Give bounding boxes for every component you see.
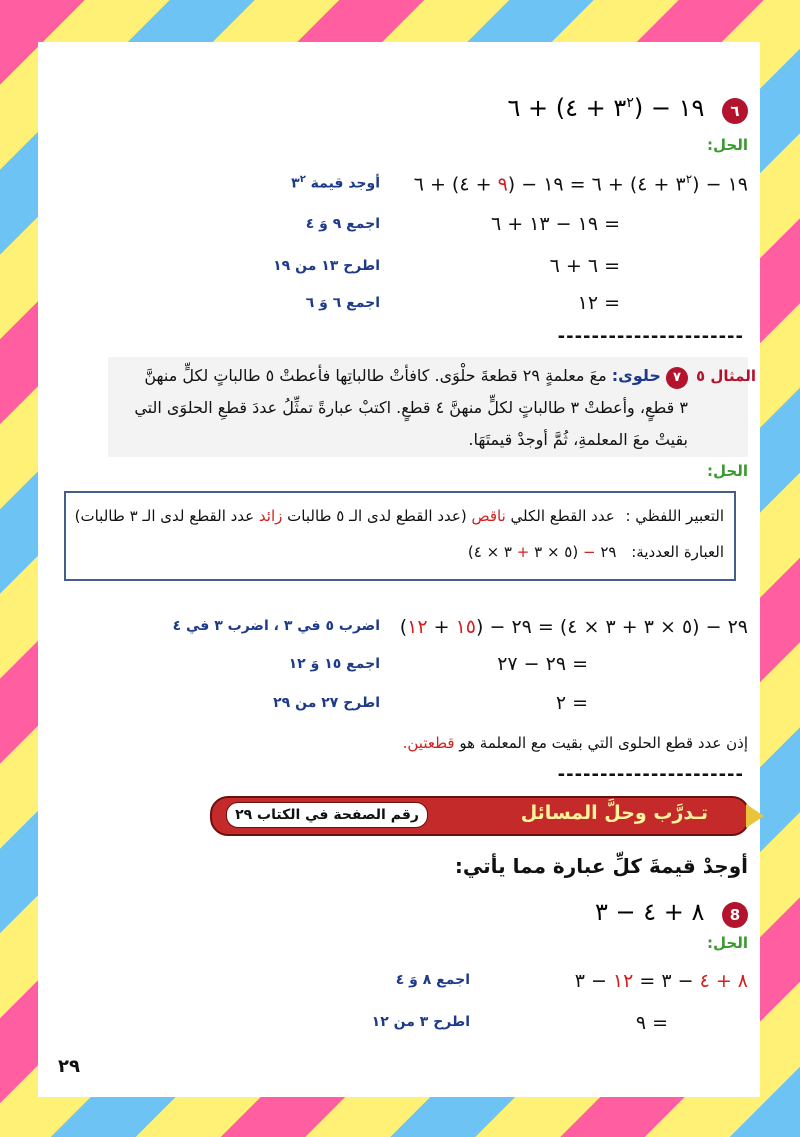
numeric-part-2: (٥ × ٣ xyxy=(534,543,579,561)
example-5-line-3: بقيتْ معَ المعلمةِ، ثُمَّ أوجدْ قيمتَهَا. xyxy=(468,430,688,449)
p8-step-1-math: ٨ + ٤ − ٣ = ١٢ − ٣ xyxy=(574,970,748,992)
example-5-line-1 xyxy=(144,360,688,392)
divider-1: ---------------------- xyxy=(557,326,744,347)
numeric-part-1: ٢٩ xyxy=(600,543,617,561)
problem-6-expression: ١٩ − ($٣^٢$ + ٤) + ٦ xyxy=(507,94,705,122)
p6-step-3-math: = ٦ + ٦ xyxy=(549,255,620,277)
divider-2: ---------------------- xyxy=(557,764,744,785)
example-5-label: المثال ٥ xyxy=(696,367,756,385)
problem-8-badge: 8 xyxy=(722,902,748,928)
p6-step-1-math: ١٩ − ($٣^٢$ + ٤) + ٦ = ١٩ − (٩ + ٤) + ٦ xyxy=(413,172,748,196)
p6-step-2-math: = ١٩ − ١٣ + ٦ xyxy=(490,213,620,235)
problem-8-solution-label: الحل: xyxy=(707,934,748,952)
verbal-part-3: عدد القطع لدى الـ ٣ طالبات) xyxy=(74,507,255,525)
ex-step-2-note: اجمع ١٥ وَ ١٢ xyxy=(288,656,380,672)
conclusion-text: إذن عدد قطع الحلوى التي بقيت مع المعلمة هو xyxy=(459,734,748,752)
numeric-plus: + xyxy=(516,543,530,561)
example-5-badge: ٧ xyxy=(666,367,688,389)
instruction: أوجدْ قيمةَ كلِّ عبارة مما يأتي: xyxy=(454,854,748,878)
practice-banner-page-ref: رقم الصفحة في الكتاب ٢٩ xyxy=(226,802,428,828)
page-number: ٢٩ xyxy=(58,1056,80,1077)
numeric-label: العبارة العددية: xyxy=(631,543,724,561)
verbal-expression xyxy=(75,507,724,525)
verbal-plus: زائد xyxy=(258,507,283,525)
problem-6-badge: ٦ xyxy=(722,98,748,124)
example-5-topic: حلوى: xyxy=(611,366,661,385)
ex-step-1-math: ٢٩ − (٥ × ٣ + ٣ × ٤) = ٢٩ − (١٥ + ١٢) xyxy=(399,616,748,638)
p6-step-4-math: = ١٢ xyxy=(577,292,620,314)
p8-step-1-note: اجمع ٨ وَ ٤ xyxy=(395,972,470,988)
p6-step-4-note: اجمع ٦ وَ ٦ xyxy=(305,295,380,311)
problem-6-solution-label: الحل: xyxy=(707,136,748,154)
example-5-solution-label: الحل: xyxy=(707,462,748,480)
p6-step-3-note: اطرح ١٣ من ١٩ xyxy=(273,258,380,274)
verbal-part-2: (عدد القطع لدى الـ ٥ طالبات xyxy=(287,507,467,525)
verbal-part-1: عدد القطع الكلي xyxy=(510,507,615,525)
numeric-expression xyxy=(468,543,724,561)
conclusion-answer: قطعتين. xyxy=(402,734,455,752)
example-5-text-1: معَ معلمةٍ ٢٩ قطعةَ حلْوَى. كافأتْ طالباتِها فأعطتْ ٥ طالباتٍ لكلٍّ منهنَّ xyxy=(144,366,607,385)
practice-banner xyxy=(210,796,750,836)
ex-step-1-note: اضرب ٥ في ٣ ، اضرب ٣ في ٤ xyxy=(172,618,380,634)
ex-step-3-math: = ٢ xyxy=(555,692,588,714)
problem-8-expression: ٨ + ٤ − ٣ xyxy=(594,898,705,926)
example-5-line-2: ٣ قطعٍ، وأعطتْ ٣ طالباتٍ لكلٍّ منهنَّ ٤ قطعٍ. اكتبْ عبارةً تمثِّلُ عددَ قطعِ الحلوَى التي xyxy=(134,398,688,417)
problem-8-header xyxy=(595,898,748,928)
numeric-part-3: ٣ × ٤) xyxy=(467,543,512,561)
conclusion xyxy=(403,734,748,752)
verbal-minus: ناقص xyxy=(471,507,506,525)
practice-banner-title: تـدرَّب وحلَّ المسائل xyxy=(520,802,708,824)
worksheet-page xyxy=(38,42,760,1097)
numeric-minus: − xyxy=(582,543,596,561)
p6-step-1-note: أوجد قيمة $٣^٢$ xyxy=(291,174,380,192)
problem-6-header xyxy=(508,94,748,124)
expression-box xyxy=(64,491,736,581)
p8-step-2-note: اطرح ٣ من ١٢ xyxy=(371,1014,470,1030)
ex-step-3-note: اطرح ٢٧ من ٢٩ xyxy=(273,695,380,711)
arrow-tip-icon xyxy=(746,804,764,828)
verbal-label: التعبير اللفظي : xyxy=(625,507,724,525)
p6-step-2-note: اجمع ٩ وَ ٤ xyxy=(305,216,380,232)
ex-step-2-math: = ٢٩ − ٢٧ xyxy=(497,653,588,675)
p8-step-2-math: = ٩ xyxy=(635,1012,668,1034)
